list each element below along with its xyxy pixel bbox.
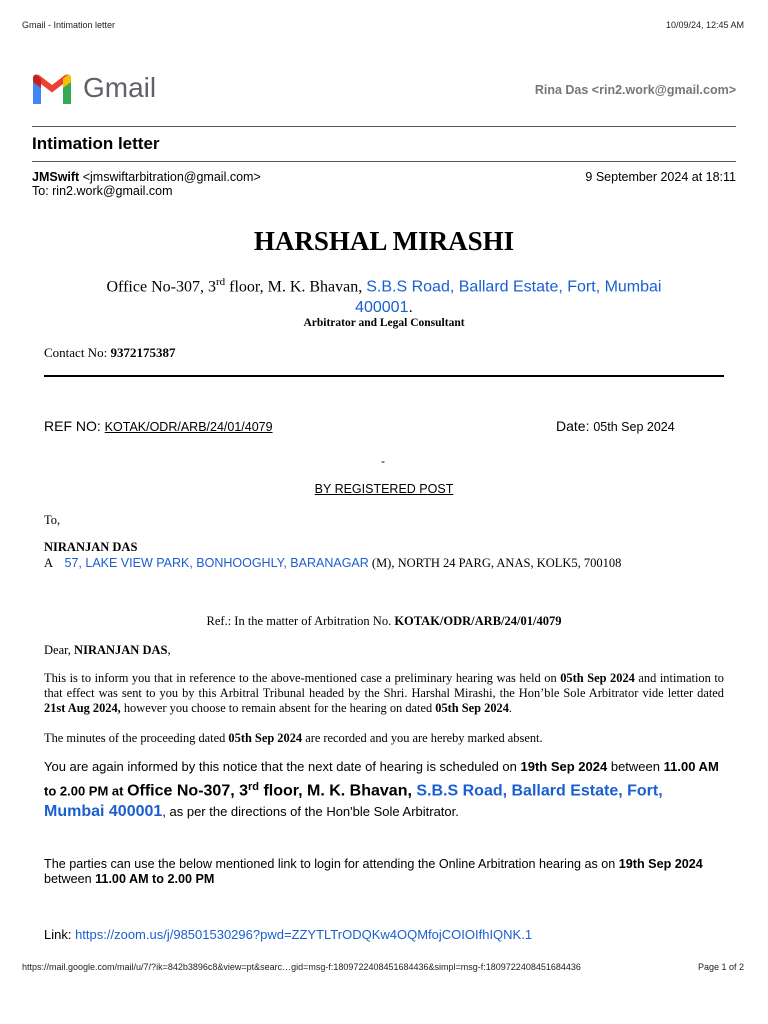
p2-date: 05th Sep 2024 xyxy=(228,731,303,745)
gmail-logo-icon xyxy=(30,72,74,105)
p1-text-a: This is to inform you that in reference to the above-mentioned case a preliminary hearing was held on xyxy=(44,671,561,685)
salutation-text: Dear, xyxy=(44,643,75,657)
letter-date-value: 05th Sep 2024 xyxy=(593,420,675,434)
address-postcode-link[interactable]: 400001 xyxy=(355,299,409,317)
link-line xyxy=(44,927,532,942)
print-header-timestamp: 10/09/24, 12:45 AM xyxy=(665,20,744,30)
p3-text-b: between xyxy=(607,759,664,774)
email-date: 9 September 2024 at 18:11 xyxy=(585,170,736,184)
subject-divider xyxy=(32,161,736,162)
sender-email: <jmswiftarbitration@gmail.com> xyxy=(82,170,261,184)
paragraph-next-hearing xyxy=(44,756,726,822)
address-map-link[interactable]: S.B.S Road, Ballard Estate, Fort, Mumbai xyxy=(366,278,662,296)
recipient-address xyxy=(44,556,621,571)
p3-date: 19th Sep 2024 xyxy=(520,759,608,774)
salutation-name: NIRANJAN DAS xyxy=(74,643,168,657)
p2-text-b: are recorded and you are hereby marked absent. xyxy=(302,731,543,745)
p2-text-a: The minutes of the proceeding dated xyxy=(44,731,229,745)
zoom-link[interactable]: https://zoom.us/j/98501530296?pwd=ZZYTLTrODQKw4OQMfojCOIOIfhIQNK.1 xyxy=(75,927,533,942)
p4-date: 19th Sep 2024 xyxy=(618,857,703,871)
ref-matter-line xyxy=(0,614,768,629)
gmail-logo-text: Gmail xyxy=(83,72,157,103)
header-divider xyxy=(32,126,736,127)
contact-number: 9372175387 xyxy=(110,345,176,360)
account-label: Rina Das <rin2.work@gmail.com> xyxy=(534,83,736,97)
ref-matter-number: KOTAK/ODR/ARB/24/01/4079 xyxy=(394,614,562,628)
paragraph-minutes xyxy=(44,731,724,746)
contact-line xyxy=(44,345,175,361)
p1-date-b: 21st Aug 2024, xyxy=(44,701,121,715)
letterhead-name: HARSHAL MIRASHI xyxy=(253,226,515,256)
recipient-address-rest: (M), NORTH 24 PARG, ANAS, KOLK5, 700108 xyxy=(368,556,622,570)
p3-office: Office No-307, 3 xyxy=(127,782,249,800)
p1-text-c: however you choose to remain absent for the hearing on dated xyxy=(120,701,436,715)
ref-matter-text: Ref.: In the matter of Arbitration No. xyxy=(206,614,395,628)
p3-superscript: rd xyxy=(248,781,260,793)
email-subject: Intimation letter xyxy=(32,134,160,153)
p3-time: 11.00 AM to 2.00 PM at xyxy=(44,759,719,799)
ref-label: REF NO: xyxy=(44,418,105,434)
contact-label: Contact No: xyxy=(44,345,111,360)
p4-text-a: The parties can use the below mentioned link to login for attending the Online Arbitration hearing as on xyxy=(44,857,619,871)
p3-text-a: You are again informed by this notice that the next date of hearing is scheduled on xyxy=(44,759,521,774)
letterhead-address xyxy=(60,272,708,318)
print-footer-url: https://mail.google.com/mail/u/7/?ik=842b3896c8&view=pt&searc…gid=msg-f:1809722408451684436&simpl=msg-f:1809722408451684436 xyxy=(22,962,581,972)
by-registered-post: BY REGISTERED POST xyxy=(314,482,454,496)
p4-text-b: between xyxy=(44,872,96,886)
letterhead-divider xyxy=(44,375,724,377)
ref-number: KOTAK/ODR/ARB/24/01/4079 xyxy=(104,420,273,434)
print-footer-page: Page 1 of 2 xyxy=(697,962,744,972)
p3-address-link[interactable]: S.B.S Road, Ballard Estate, Fort, Mumbai 400001 xyxy=(44,782,663,821)
link-label: Link: xyxy=(44,927,76,942)
salutation xyxy=(44,643,171,658)
address-mid: floor, M. K. Bhavan, xyxy=(225,278,367,296)
print-header-title: Gmail - Intimation letter xyxy=(22,20,116,30)
sender-name: JMSwift xyxy=(32,170,80,184)
sender-line xyxy=(32,170,261,184)
salutation-end: , xyxy=(167,643,171,657)
letter-date-line xyxy=(556,418,675,434)
to-label: To, xyxy=(44,513,61,527)
p1-date-c: 05th Sep 2024 xyxy=(435,701,509,715)
p3-floor: floor, M. K. Bhavan, xyxy=(259,782,417,800)
p1-text-b: and intimation to that effect was sent to you by this Arbitral Tribunal headed by the Shri. Harshal Mirashi, the Hon’ble Sole Arbitrator vide letter dated xyxy=(44,671,724,700)
paragraph-previous-hearing xyxy=(44,671,724,716)
p1-date-a: 05th Sep 2024 xyxy=(560,671,635,685)
p1-end: . xyxy=(508,701,513,715)
email-recipient: To: rin2.work@gmail.com xyxy=(32,184,173,198)
recipient-address-link[interactable]: 57, LAKE VIEW PARK, BONHOOGHLY, BARANAGAR xyxy=(64,556,369,570)
address-superscript: rd xyxy=(215,276,226,288)
letter-date-label: Date: xyxy=(556,418,594,434)
paragraph-online-hearing xyxy=(44,857,728,887)
separator-dash: - xyxy=(381,454,385,468)
recipient-name: NIRANJAN DAS xyxy=(44,540,138,554)
ref-line xyxy=(44,418,273,434)
p3-text-c: , as per the directions of the Hon'ble Sole Arbitrator. xyxy=(162,804,459,820)
letterhead-designation: Arbitrator and Legal Consultant xyxy=(303,317,465,329)
recipient-address-prefix: A xyxy=(44,556,54,570)
p4-time: 11.00 AM to 2.00 PM xyxy=(95,872,215,886)
address-prefix: Office No-307, 3 xyxy=(106,278,216,296)
address-end: . xyxy=(408,299,413,317)
